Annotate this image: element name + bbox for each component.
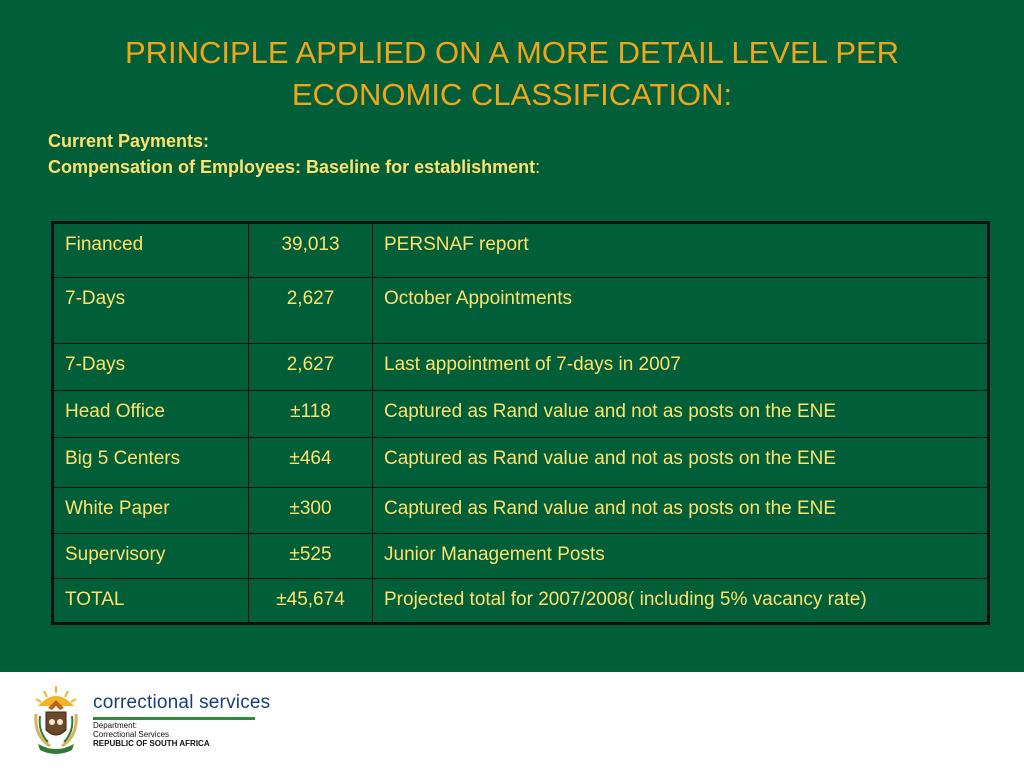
row-value: ±118 xyxy=(249,391,373,438)
table-row xyxy=(53,534,989,579)
row-note: Last appointment of 7-days in 2007 xyxy=(373,344,989,391)
row-note: Captured as Rand value and not as posts on the ENE xyxy=(373,391,989,438)
table-row-total xyxy=(53,579,989,624)
row-value: ±45,674 xyxy=(249,579,373,624)
row-label: TOTAL xyxy=(53,579,249,624)
subtitle-line-2-text: Compensation of Employees: Baseline for establishment xyxy=(48,157,536,177)
subtitle-line-1: Current Payments: xyxy=(48,131,210,151)
table-row xyxy=(53,344,989,391)
row-note: October Appointments xyxy=(373,278,989,344)
table-row xyxy=(53,391,989,438)
row-value: ±525 xyxy=(249,534,373,579)
row-label: Supervisory xyxy=(53,534,249,579)
row-label: White Paper xyxy=(53,488,249,534)
row-note: Junior Management Posts xyxy=(373,534,989,579)
department-line-1: Department: xyxy=(93,721,138,730)
table-row xyxy=(53,488,989,534)
row-value: 2,627 xyxy=(249,278,373,344)
row-label: Financed xyxy=(53,223,249,278)
department-line-2: Correctional Services xyxy=(93,730,170,739)
slide-title: PRINCIPLE APPLIED ON A MORE DETAIL LEVEL PER ECONOMIC CLASSIFICATION: xyxy=(124,35,900,112)
row-note: Projected total for 2007/2008( including 5% vacancy rate) xyxy=(373,579,989,624)
table-row xyxy=(53,438,989,488)
department-line-3: REPUBLIC OF SOUTH AFRICA xyxy=(93,739,210,748)
row-label: 7-Days xyxy=(53,344,249,391)
row-value: ±300 xyxy=(249,488,373,534)
department-block xyxy=(93,721,210,748)
footer xyxy=(0,672,1024,768)
subtitle-line-2-colon: : xyxy=(535,157,541,177)
row-label: 7-Days xyxy=(53,278,249,344)
table-row xyxy=(53,223,989,278)
row-label: Big 5 Centers xyxy=(53,438,249,488)
row-value: ±464 xyxy=(249,438,373,488)
coat-of-arms-icon xyxy=(30,684,82,754)
row-value: 39,013 xyxy=(249,223,373,278)
row-label: Head Office xyxy=(53,391,249,438)
brand-name: correctional services xyxy=(93,692,271,713)
subtitle-line-2 xyxy=(48,154,540,180)
brand-divider xyxy=(93,717,255,720)
row-note: Captured as Rand value and not as posts on the ENE xyxy=(373,438,989,488)
row-value: 2,627 xyxy=(249,344,373,391)
row-note: PERSNAF report xyxy=(373,223,989,278)
section-subtitle xyxy=(48,128,540,180)
row-note: Captured as Rand value and not as posts on the ENE xyxy=(373,488,989,534)
table-row xyxy=(53,278,989,344)
establishment-table xyxy=(51,221,990,625)
